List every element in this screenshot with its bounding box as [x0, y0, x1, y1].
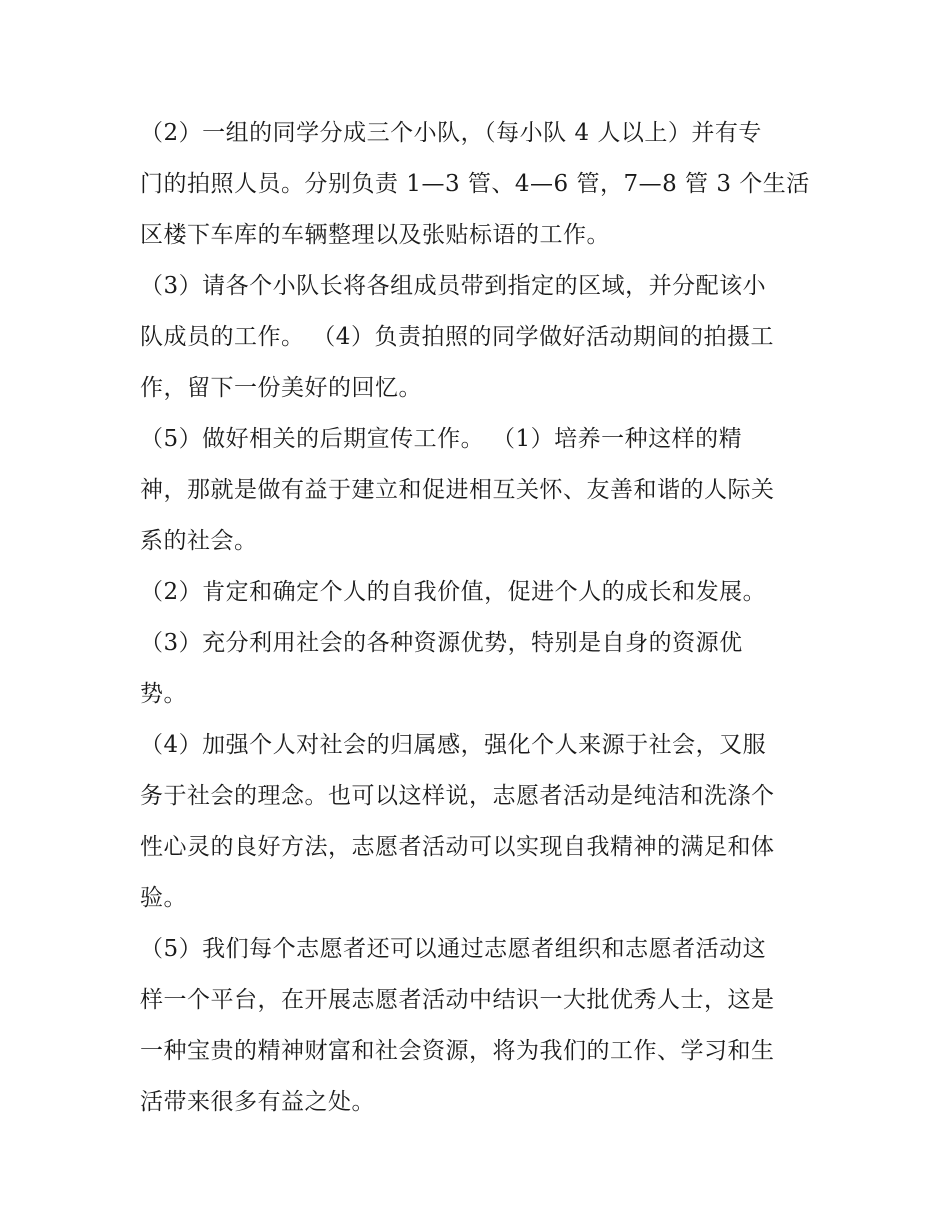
- text-line: 一种宝贵的精神财富和社会资源，将为我们的工作、学习和生: [140, 1038, 775, 1064]
- text-line: 性心灵的良好方法，志愿者活动可以实现自我精神的满足和体: [140, 834, 775, 860]
- document-body: [140, 108, 830, 1128]
- text-line: （2）肯定和确定个人的自我价值，促进个人的成长和发展。: [140, 579, 767, 605]
- text-line: （5）做好相关的后期宣传工作。 （1）培养一种这样的精: [140, 426, 743, 452]
- text-line: 务于社会的理念。也可以这样说，志愿者活动是纯洁和洗涤个: [140, 783, 775, 809]
- text-line: 活带来很多有益之处。: [140, 1089, 375, 1115]
- text-line: 样一个平台，在开展志愿者活动中结识一大批优秀人士，这是: [140, 987, 775, 1013]
- text-line: （3）请各个小队长将各组成员带到指定的区域，并分配该小: [140, 273, 767, 299]
- text-line: （3）充分利用社会的各种资源优势，特别是自身的资源优: [140, 630, 743, 656]
- text-line: 门的拍照人员。分别负责 1—3 管、4—6 管，7—8 管 3 个生活: [140, 171, 810, 197]
- text-line: 队成员的工作。 （4）负责拍照的同学做好活动期间的拍摄工: [140, 324, 774, 350]
- text-line: 系的社会。: [140, 528, 258, 554]
- text-line: （5）我们每个志愿者还可以通过志愿者组织和志愿者活动这: [140, 936, 767, 962]
- text-line: 区楼下车库的车辆整理以及张贴标语的工作。: [140, 222, 610, 248]
- text-line: 神，那就是做有益于建立和促进相互关怀、友善和谐的人际关: [140, 477, 775, 503]
- text-line: （4）加强个人对社会的归属感，强化个人来源于社会，又服: [140, 732, 767, 758]
- text-line: （2）一组的同学分成三个小队，（每小队 4 人以上）并有专: [140, 120, 762, 146]
- text-line: 作，留下一份美好的回忆。: [140, 375, 422, 401]
- text-line: 势。: [140, 681, 187, 707]
- text-line: 验。: [140, 885, 187, 911]
